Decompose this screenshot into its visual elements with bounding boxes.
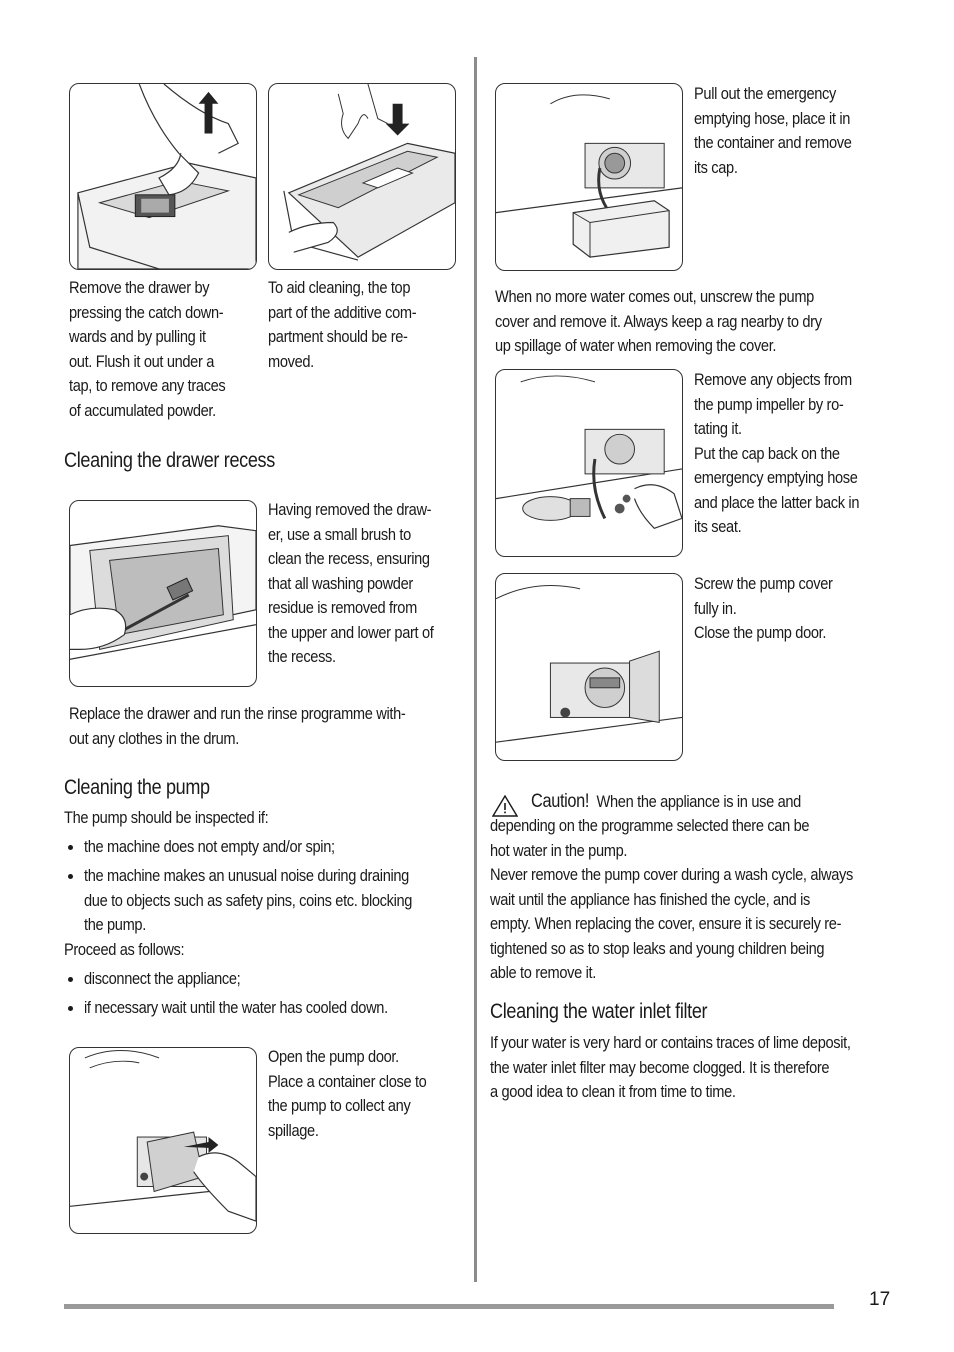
pump-cover-illustration	[495, 573, 683, 761]
bullet-dot	[68, 1006, 73, 1011]
bullet-item: the machine makes an unusual noise during draining due to objects such as safety pins, coins etc. blocking the pump.	[84, 866, 413, 934]
pump-intro-text: The pump should be inspected if:	[64, 808, 269, 827]
pump-cover-caption: Screw the pump cover fully in. Close the pump door.	[694, 574, 833, 642]
bullet-item: disconnect the appliance;	[84, 969, 241, 988]
caution-body: depending on the programme selected there can be hot water in the pump. Never remove the pump cover during a wash cycle, always wait until the appliance has finished the cycle, and is empty. When replacing the cover, ensure it is securely re- tightened so as to stop leaks and young children being able to remove it.	[490, 816, 854, 982]
page-number: 17	[869, 1289, 891, 1310]
column-divider	[474, 57, 477, 1282]
additive-compartment-illustration	[268, 83, 456, 270]
bullet-dot	[68, 977, 73, 982]
emergency-hose-caption: Pull out the emergency emptying hose, place it in the container and remove its cap.	[694, 84, 852, 177]
replace-drawer-text: Replace the drawer and run the rinse programme with- out any clothes in the drum.	[69, 704, 406, 748]
section-heading-water-inlet-filter: Cleaning the water inlet filter	[490, 1000, 708, 1023]
pump-door-caption: Open the pump door. Place a container close to the pump to collect any spillage.	[268, 1047, 427, 1140]
bullet-item: if necessary wait until the water has cooled down.	[84, 998, 388, 1017]
bullet-dot	[68, 874, 73, 879]
section-heading-drawer-recess: Cleaning the drawer recess	[64, 449, 275, 472]
drawer-removal-illustration	[69, 83, 257, 270]
pump-door-illustration	[69, 1047, 257, 1234]
section-heading-cleaning-pump: Cleaning the pump	[64, 776, 210, 799]
footer-rule	[64, 1304, 834, 1309]
pump-impeller-caption: Remove any objects from the pump impeller by ro- tating it. Put the cap back on the emergency emptying hose and place the latter back in its seat.	[694, 370, 860, 536]
recess-cleaning-illustration	[69, 500, 257, 687]
proceed-text: Proceed as follows:	[64, 940, 185, 959]
additive-compartment-caption: To aid cleaning, the top part of the additive com- partment should be re- moved.	[268, 278, 417, 371]
caution-first-line: When the appliance is in use and	[596, 792, 801, 811]
drawer-removal-caption: Remove the drawer by pressing the catch down- wards and by pulling it out. Flush it out under a tap, to remove any traces of accumulated powder.	[69, 278, 226, 420]
caution-text	[490, 814, 894, 986]
bullet-dot	[68, 845, 73, 850]
water-inlet-filter-text: If your water is very hard or contains traces of lime deposit, the water inlet filter may become clogged. It is therefore a good idea to clean it from time to time.	[490, 1033, 851, 1101]
bullet-item: the machine does not empty and/or spin;	[84, 837, 335, 856]
recess-cleaning-caption: Having removed the draw- er, use a small brush to clean the recess, ensuring that all washing powder residue is removed from the upper and lower part of the recess.	[268, 500, 434, 666]
unscrew-pump-text: When no more water comes out, unscrew the pump cover and remove it. Always keep a rag nearby to dry up spillage of water when removing the cover.	[495, 287, 822, 355]
caution-line	[531, 790, 801, 815]
caution-label: Caution!	[531, 791, 590, 812]
emergency-hose-illustration	[495, 83, 683, 271]
pump-impeller-illustration	[495, 369, 683, 557]
